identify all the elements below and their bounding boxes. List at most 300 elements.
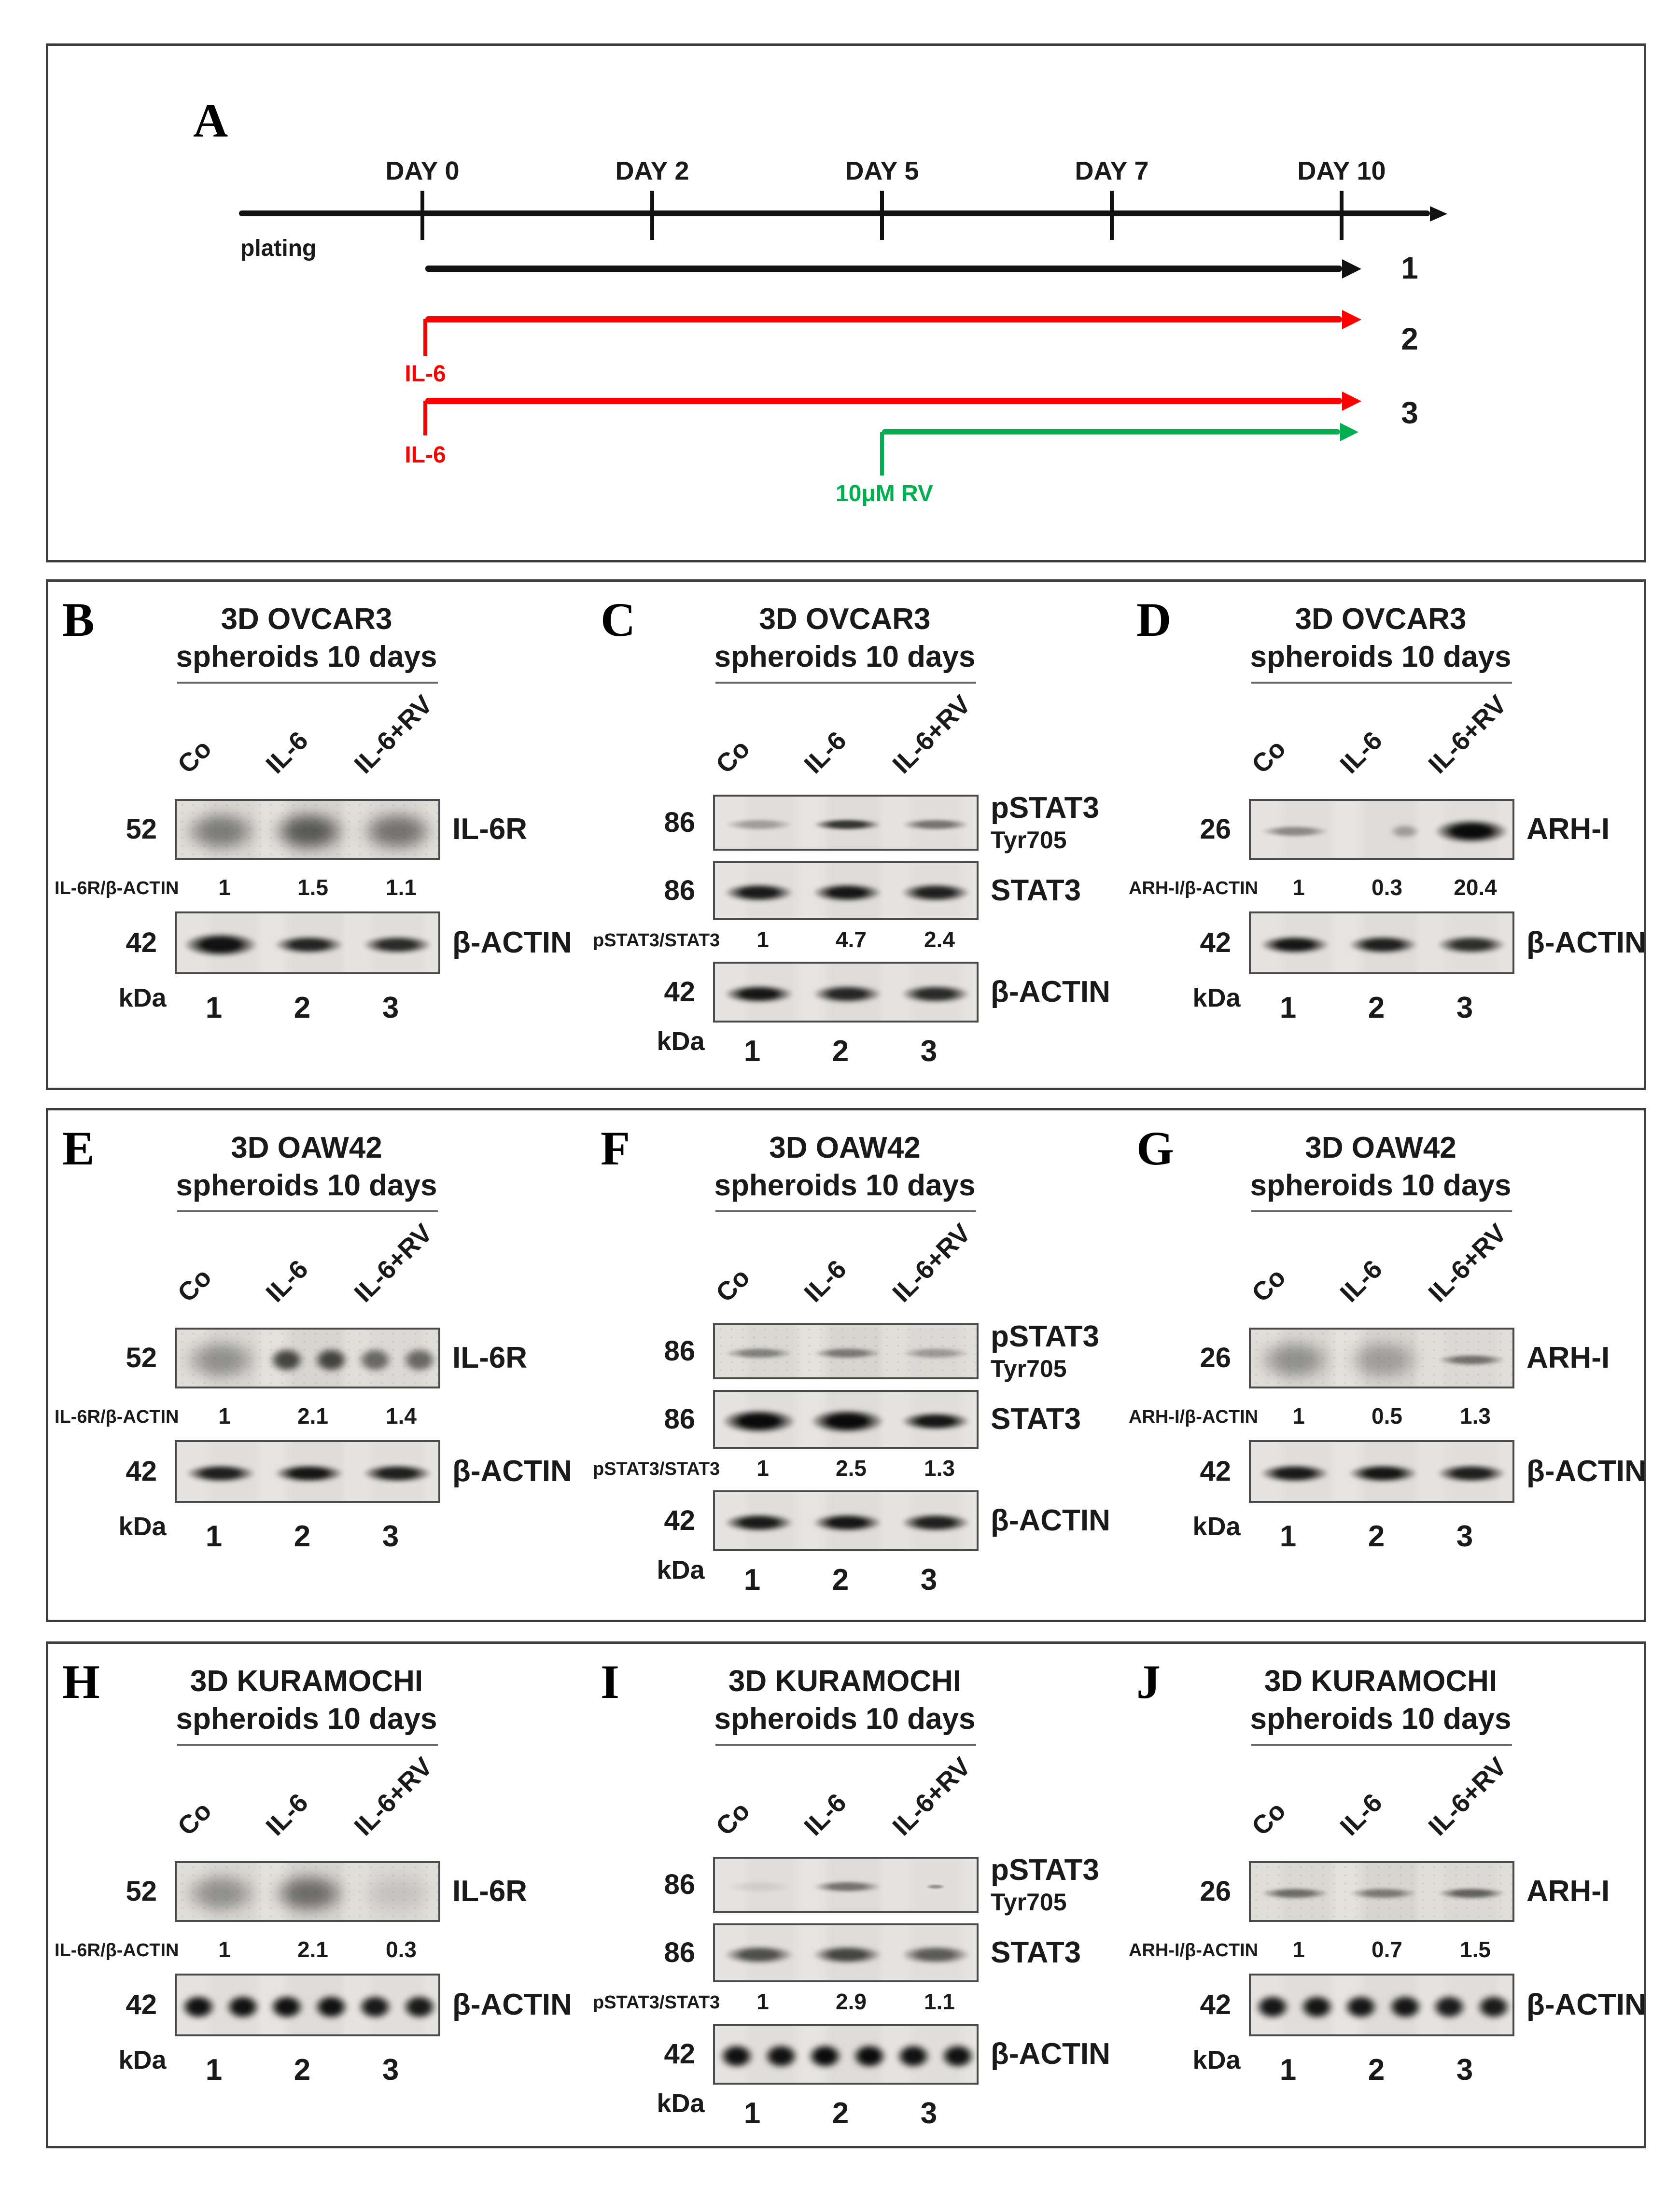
ratio-label: ARH-I/β-ACTIN [1129, 878, 1259, 898]
blot-image [175, 1440, 440, 1503]
blot-panel-F [584, 1108, 1120, 1615]
band-band [1255, 1463, 1334, 1484]
band-blob [716, 2041, 757, 2071]
panel-letter: H [62, 1655, 100, 1709]
title-underline [1251, 1210, 1512, 1212]
lane-label: IL-6 [260, 726, 314, 779]
kda-label: kDa [657, 2089, 705, 2118]
mw-label: 42 [664, 976, 695, 1008]
lane-label: IL-6 [798, 1788, 852, 1841]
protein-label: β-ACTIN [1526, 1455, 1646, 1488]
band-blob [266, 1990, 351, 2024]
band-band [719, 1944, 798, 1965]
lane-label: IL-6+RV [349, 1218, 438, 1308]
blot-image [175, 799, 440, 860]
panel-title-line1: 3D KURAMOCHI [190, 1665, 423, 1698]
panel-title-line2: spheroids 10 days [714, 1702, 976, 1736]
band-blob [1341, 1992, 1381, 2022]
panel-letter: I [601, 1655, 619, 1709]
lane-label: Co [1246, 734, 1291, 779]
ratio-label: pSTAT3/STAT3 [593, 1459, 720, 1479]
mw-label: 42 [126, 1456, 157, 1487]
mw-label: 86 [664, 1937, 695, 1968]
day-label-0: DAY 0 [385, 156, 460, 185]
mw-label: 42 [1200, 1456, 1231, 1487]
lane-number: 2 [294, 1520, 311, 1553]
band-band [896, 983, 975, 1005]
protein-label: STAT3 [991, 874, 1081, 907]
band-blob [311, 1992, 351, 2022]
day-label-10: DAY 10 [1297, 156, 1386, 185]
title-underline [715, 682, 976, 684]
band-fat [716, 1407, 801, 1435]
arrow-3-head-icon [1342, 392, 1361, 411]
lane-label: IL-6+RV [887, 1752, 977, 1841]
ratio-label: ARH-I/β-ACTIN [1129, 1940, 1259, 1961]
band-band [719, 882, 798, 903]
band-smudge [266, 807, 352, 855]
band-thin [809, 1346, 886, 1360]
panel-title-line2: spheroids 10 days [176, 1169, 437, 1202]
panel-title-line2: spheroids 10 days [714, 640, 976, 673]
ratio-value: 1 [756, 1456, 769, 1481]
lane-number: 3 [920, 1563, 938, 1597]
kda-label: kDa [118, 2046, 167, 2074]
band-band [269, 934, 349, 955]
band-band [269, 1463, 349, 1484]
lane-label: Co [1246, 1796, 1291, 1841]
band-thin [1344, 1887, 1422, 1900]
lane-label: IL-6+RV [349, 1752, 438, 1841]
lane-number: 2 [294, 2053, 311, 2087]
ratio-label: pSTAT3/STAT3 [593, 1992, 720, 2013]
ratio-value: 2.5 [836, 1456, 867, 1481]
ratio-value: 0.7 [1372, 1937, 1402, 1962]
panel-title-line1: 3D OVCAR3 [1295, 603, 1467, 636]
ratio-value: 1 [218, 1403, 231, 1429]
band-band [1432, 934, 1511, 955]
protein-label: β-ACTIN [452, 1455, 572, 1488]
lane-number: 1 [1279, 2053, 1297, 2087]
band-thin [1433, 1353, 1510, 1367]
ratio-value: 1.5 [297, 875, 328, 900]
protein-label: ARH-I [1526, 1341, 1610, 1374]
mw-label: 42 [664, 2038, 695, 2070]
band-band [896, 1944, 975, 1965]
band-blob [223, 1992, 263, 2022]
arrow-2-number: 2 [1401, 322, 1418, 356]
panel-a-frame [46, 43, 1646, 562]
blot-panel-E [46, 1108, 582, 1615]
kda-label: kDa [657, 1555, 705, 1584]
arrow-1-head-icon [1342, 259, 1361, 279]
lane-number: 2 [832, 1035, 849, 1068]
panel-title-line2: spheroids 10 days [1250, 1702, 1512, 1736]
blot-image [713, 2024, 979, 2085]
panel-letter: E [62, 1121, 95, 1175]
treatment-arrow-2 [425, 316, 1342, 322]
lane-number: 1 [1279, 1520, 1297, 1553]
band-thin [1433, 1887, 1510, 1900]
ratio-value: 1 [1292, 1403, 1305, 1429]
ratio-value: 1 [756, 927, 769, 952]
lane-number: 2 [294, 991, 311, 1024]
blot-panel-C [584, 579, 1120, 1086]
arrow-3-start-flag [423, 401, 427, 435]
blot-image [713, 1857, 979, 1913]
band-blob [805, 2039, 890, 2074]
timeline-tick [880, 191, 884, 240]
ratio-label: ARH-I/β-ACTIN [1129, 1407, 1259, 1427]
kda-label: kDa [118, 1512, 167, 1541]
blot-image [713, 1490, 979, 1551]
band-blob [805, 2041, 845, 2071]
band-blob [355, 1990, 440, 2024]
il6-treatment-label: IL-6 [405, 361, 446, 387]
protein-label-sub: Tyr705 [991, 827, 1067, 854]
mw-label: 86 [664, 875, 695, 906]
mw-label: 86 [664, 1335, 695, 1367]
day-label-5: DAY 5 [845, 156, 919, 185]
ratio-value: 0.3 [1372, 875, 1402, 900]
band-blob [355, 1992, 395, 2022]
blot-image [175, 1974, 440, 2036]
band-blob [178, 1990, 263, 2024]
band-blob [266, 1343, 351, 1377]
lane-label: Co [172, 1262, 217, 1308]
blot-image [1249, 1440, 1514, 1503]
lane-number: 3 [382, 1520, 399, 1553]
title-underline [177, 1210, 438, 1212]
band-band [1255, 934, 1334, 955]
lane-number: 1 [205, 991, 223, 1024]
lane-number: 1 [1279, 991, 1297, 1024]
band-band [1344, 1463, 1423, 1484]
ratio-value: 2.1 [297, 1403, 328, 1429]
ratio-value: 0.3 [386, 1937, 417, 1962]
blot-panel-B [46, 579, 582, 1086]
blot-image [1249, 799, 1514, 860]
band-band [181, 1463, 260, 1484]
band-blob [178, 1992, 219, 2022]
band-band [358, 934, 437, 955]
il6-treatment-label: IL-6 [405, 442, 446, 468]
panel-title [113, 1129, 500, 1205]
protein-label: IL-6R [452, 1875, 527, 1908]
protein-label: β-ACTIN [1526, 926, 1646, 959]
band-blob [266, 1992, 307, 2022]
band-band [358, 1463, 437, 1484]
mw-label: 26 [1200, 1342, 1231, 1373]
lane-label: IL-6+RV [349, 689, 438, 779]
band-blob [1429, 1992, 1470, 2022]
ratio-value: 2.4 [924, 927, 955, 952]
band-blob [716, 2039, 801, 2074]
lane-label: Co [710, 1262, 756, 1308]
panel-title-line1: 3D OAW42 [1305, 1131, 1456, 1164]
band-blob [761, 2041, 801, 2071]
panel-title [113, 601, 500, 676]
band-blob [938, 2041, 978, 2071]
protein-label: β-ACTIN [452, 1988, 572, 2021]
band-fat [1429, 817, 1514, 845]
mw-label: 26 [1200, 1876, 1231, 1907]
panel-letter: F [601, 1121, 630, 1175]
ratio-value: 1 [218, 875, 231, 900]
ratio-value: 1.1 [924, 1989, 955, 2014]
ratio-value: 2.1 [297, 1937, 328, 1962]
lane-label: IL-6+RV [1423, 1752, 1512, 1841]
lane-label: IL-6 [1334, 1254, 1388, 1308]
band-thin [720, 818, 798, 831]
lane-label: Co [1246, 1262, 1291, 1308]
band-fat [805, 1407, 890, 1435]
panel-title-line2: spheroids 10 days [176, 640, 437, 673]
ratio-value: 1.3 [1460, 1403, 1491, 1429]
lane-label: IL-6 [260, 1788, 314, 1841]
blot-panel-G [1120, 1108, 1656, 1615]
mw-label: 52 [126, 813, 157, 845]
band-band [1344, 934, 1423, 955]
arrow-1-number: 1 [1401, 251, 1418, 285]
lane-number: 1 [743, 1035, 761, 1068]
protein-label-main: pSTAT3 [991, 791, 1100, 825]
band-smudge [354, 807, 440, 855]
band-band [808, 1944, 887, 1965]
panel-title-line2: spheroids 10 days [176, 1702, 437, 1736]
ratio-value: 1.3 [924, 1456, 955, 1481]
kda-label: kDa [1192, 2046, 1241, 2074]
ratio-value: 1.1 [386, 875, 417, 900]
protein-label: IL-6R [452, 813, 527, 846]
band-smudge [177, 807, 264, 855]
band-thin [720, 1880, 798, 1893]
blot-panel-D [1120, 579, 1656, 1086]
lane-label: IL-6+RV [1423, 689, 1512, 779]
lane-label: IL-6+RV [887, 689, 977, 779]
lane-label: Co [172, 1796, 217, 1841]
arrow-2-head-icon [1342, 310, 1361, 329]
mw-label: 42 [1200, 927, 1231, 958]
timeline-tick [420, 191, 424, 240]
protein-label: IL-6R [452, 1341, 527, 1374]
mw-label: 52 [126, 1876, 157, 1907]
band-blob [399, 1992, 440, 2022]
ratio-value: 1 [756, 1989, 769, 2014]
panel-title [652, 601, 1038, 676]
panel-title-line1: 3D KURAMOCHI [1264, 1665, 1498, 1698]
mw-label: 42 [1200, 1989, 1231, 2020]
band-band [808, 983, 887, 1005]
mw-label: 86 [664, 807, 695, 838]
timeline-arrowhead-icon [1430, 206, 1447, 222]
mw-label: 86 [664, 1869, 695, 1900]
lane-number: 3 [382, 2053, 399, 2087]
day-label-2: DAY 2 [615, 156, 689, 185]
ratio-label: pSTAT3/STAT3 [593, 930, 720, 951]
title-underline [1251, 1744, 1512, 1746]
blot-image [175, 1328, 440, 1388]
arrow-2-start-flag [423, 319, 427, 356]
ratio-value: 20.4 [1454, 875, 1497, 900]
band-band [808, 1512, 887, 1533]
panel-letter: D [1136, 593, 1172, 646]
band-thin [1256, 1887, 1333, 1900]
treatment-arrow-3 [425, 398, 1342, 404]
lane-label: Co [710, 1796, 756, 1841]
ratio-label: IL-6R/β-ACTIN [55, 1940, 179, 1961]
plating-label: plating [240, 236, 317, 261]
blot-image [1249, 1861, 1514, 1922]
lane-number: 2 [1368, 1520, 1385, 1553]
band-thin [720, 1346, 798, 1360]
band-blob [311, 1345, 351, 1375]
band-band [896, 1512, 975, 1533]
band-thin [809, 818, 886, 831]
protein-label: β-ACTIN [991, 1504, 1110, 1537]
band-blob [1341, 1990, 1426, 2024]
lane-number: 1 [205, 1520, 223, 1553]
band-blob [849, 2041, 890, 2071]
lane-number: 3 [1456, 2053, 1473, 2087]
panel-letter: G [1136, 1121, 1174, 1175]
mw-label: 86 [664, 1403, 695, 1435]
treatment-arrow-1 [425, 266, 1342, 272]
ratio-value: 4.7 [836, 927, 867, 952]
title-underline [177, 1744, 438, 1746]
panel-title [1188, 1663, 1574, 1738]
band-blob [1429, 1990, 1514, 2024]
blot-image [713, 962, 979, 1023]
band-dot [1387, 823, 1422, 840]
lane-label: IL-6+RV [1423, 1218, 1512, 1308]
band-smudge [1340, 1336, 1427, 1384]
ratio-value: 1.4 [386, 1403, 417, 1429]
mw-label: 52 [126, 1342, 157, 1373]
blot-image [1249, 1328, 1514, 1388]
panel-title-line1: 3D KURAMOCHI [728, 1665, 962, 1698]
band-band [1432, 1463, 1511, 1484]
ratio-label: IL-6R/β-ACTIN [55, 1407, 179, 1427]
panel-title [1188, 601, 1574, 676]
title-underline [1251, 682, 1512, 684]
timeline-tick [1110, 191, 1114, 240]
blot-image [1249, 1974, 1514, 2036]
band-blob [893, 2039, 978, 2074]
ratio-value: 1 [1292, 1937, 1305, 1962]
band-blob [355, 1345, 395, 1375]
protein-label-main: pSTAT3 [991, 1320, 1100, 1353]
protein-label: β-ACTIN [452, 926, 572, 959]
rv-treatment-label: 10μM RV [836, 481, 933, 506]
panel-title-line2: spheroids 10 days [1250, 640, 1512, 673]
mw-label: 42 [126, 1989, 157, 2020]
panel-letter: J [1136, 1655, 1161, 1709]
protein-label: β-ACTIN [991, 975, 1110, 1009]
day-label-7: DAY 7 [1075, 156, 1149, 185]
panel-letter: B [62, 593, 95, 646]
band-band [896, 882, 975, 903]
lane-number: 2 [832, 1563, 849, 1597]
blot-image [713, 1390, 979, 1449]
panel-title [1188, 1129, 1574, 1205]
panel-title [652, 1663, 1038, 1738]
band-blob [1252, 1990, 1337, 2024]
band-band [896, 1411, 975, 1432]
lane-number: 3 [920, 2097, 938, 2130]
rv-treatment-arrow [882, 429, 1340, 434]
band-smudge [354, 1869, 440, 1918]
protein-label: STAT3 [991, 1402, 1081, 1436]
lane-label: Co [172, 734, 217, 779]
ratio-label: IL-6R/β-ACTIN [55, 878, 179, 898]
panel-title [113, 1663, 500, 1738]
panel-letter: A [193, 94, 228, 147]
panel-title-line1: 3D OAW42 [769, 1131, 921, 1164]
protein-label: β-ACTIN [1526, 1988, 1646, 2021]
panel-title-line1: 3D OVCAR3 [221, 603, 392, 636]
blot-panel-J [1120, 1641, 1656, 2148]
panel-title-line2: spheroids 10 days [1250, 1169, 1512, 1202]
panel-title-line1: 3D OAW42 [231, 1131, 382, 1164]
title-underline [715, 1210, 976, 1212]
lane-number: 3 [1456, 991, 1473, 1024]
lane-number: 1 [743, 2097, 761, 2130]
lane-number: 2 [832, 2097, 849, 2130]
lane-number: 1 [205, 2053, 223, 2087]
lane-label: IL-6 [1334, 1788, 1388, 1841]
ratio-value: 0.5 [1372, 1403, 1402, 1429]
band-thin [1256, 825, 1333, 838]
lane-number: 2 [1368, 991, 1385, 1024]
ratio-value: 2.9 [836, 1989, 867, 2014]
band-band [719, 1512, 798, 1533]
band-band [719, 983, 798, 1005]
ratio-value: 1 [218, 1937, 231, 1962]
protein-label-sub: Tyr705 [991, 1889, 1067, 1916]
panel-title-line2: spheroids 10 days [714, 1169, 976, 1202]
lane-label: IL-6+RV [887, 1218, 977, 1308]
timeline-axis [239, 210, 1430, 216]
lane-number: 3 [1456, 1520, 1473, 1553]
panel-title-line1: 3D OVCAR3 [759, 603, 931, 636]
lane-number: 2 [1368, 2053, 1385, 2087]
band-smudge [266, 1869, 352, 1918]
kda-label: kDa [1192, 1512, 1241, 1541]
blot-image [713, 861, 979, 920]
title-underline [715, 1744, 976, 1746]
band-smudge [177, 1869, 264, 1918]
lane-label: IL-6 [1334, 726, 1388, 779]
blot-panel-I [584, 1641, 1120, 2148]
band-thin [897, 1346, 974, 1360]
lane-label: IL-6 [798, 726, 852, 779]
blot-image [713, 795, 979, 851]
lane-number: 3 [920, 1035, 938, 1068]
band-fat [178, 931, 263, 959]
band-dash [924, 1884, 947, 1890]
protein-label: STAT3 [991, 1936, 1081, 1969]
title-underline [177, 682, 438, 684]
timeline-tick [650, 191, 654, 240]
arrow-3-number: 3 [1401, 395, 1418, 430]
blot-image [713, 1323, 979, 1379]
band-blob [1385, 1992, 1426, 2022]
kda-label: kDa [1192, 983, 1241, 1012]
band-smudge [177, 1336, 264, 1384]
ratio-value: 1 [1292, 875, 1305, 900]
timeline-tick [1340, 191, 1344, 240]
